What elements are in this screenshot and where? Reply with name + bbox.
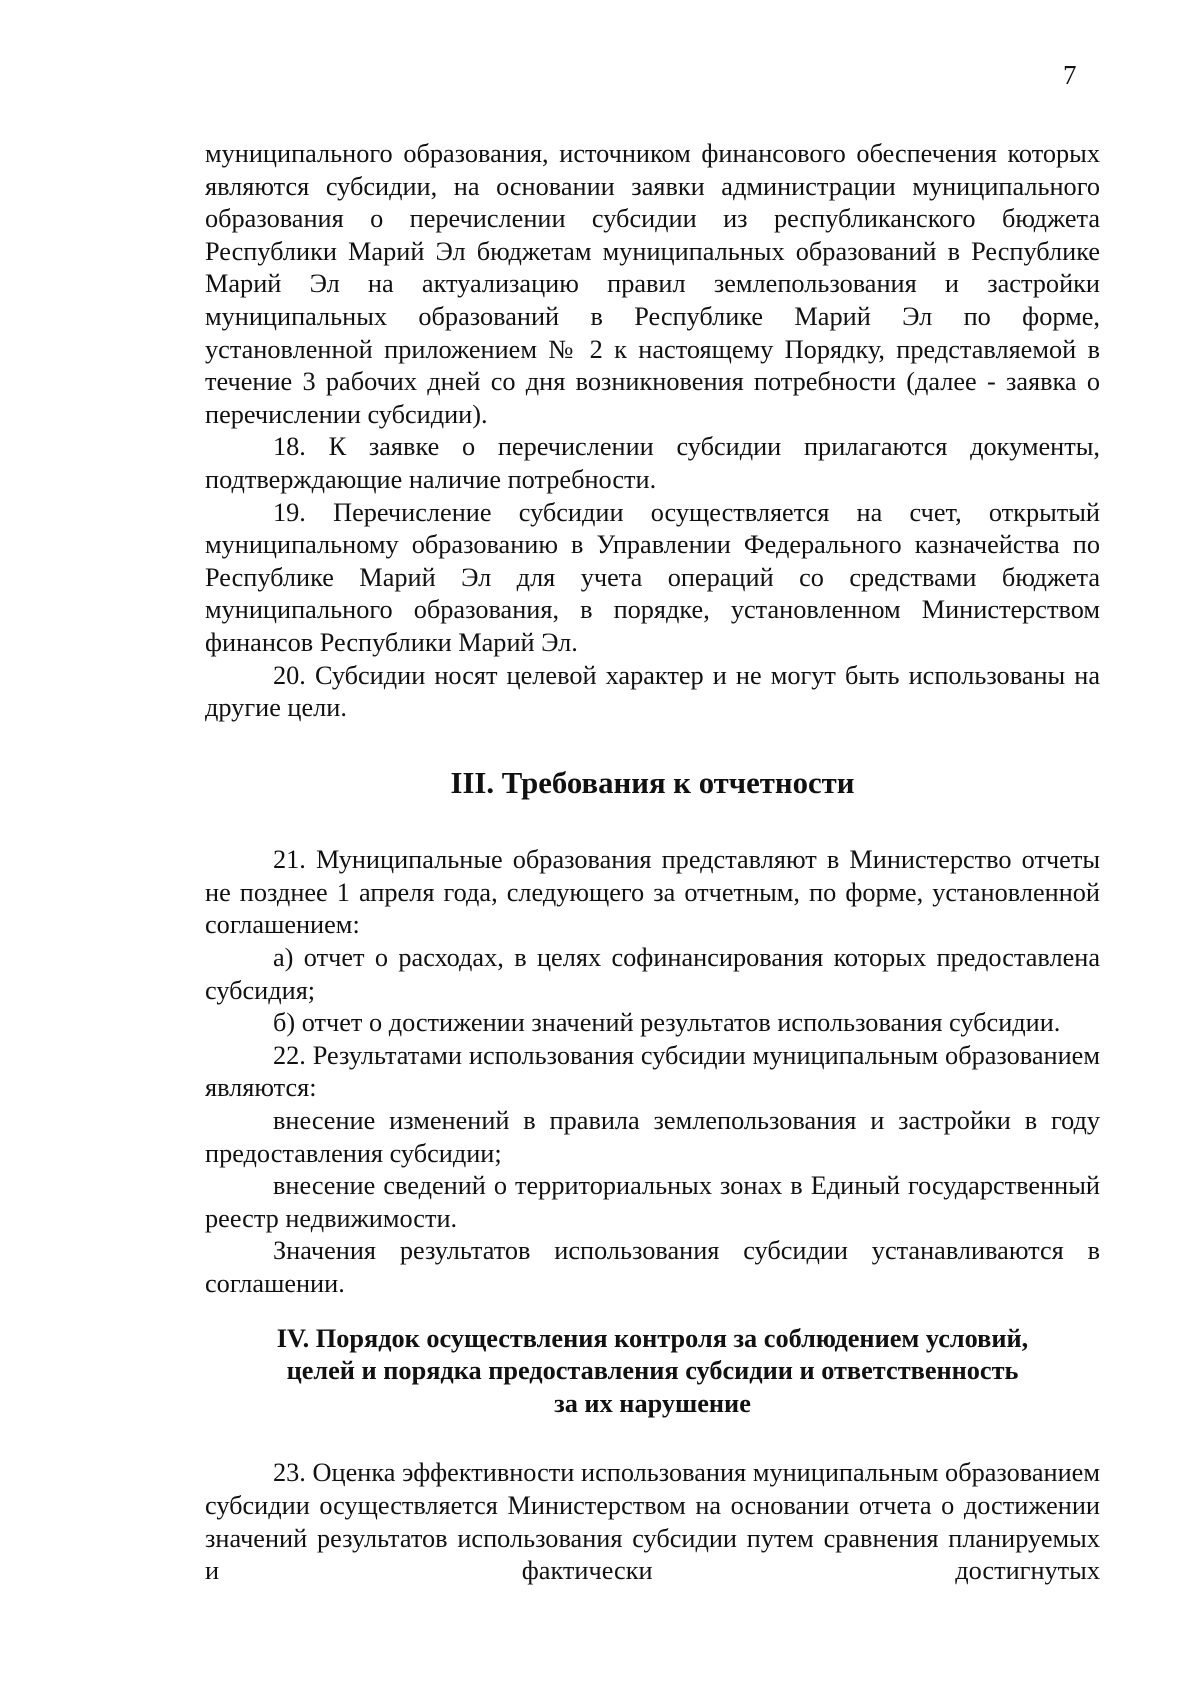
paragraph-19: 19. Перечисление субсидии осуществляется на счет, открытый муниципальному образованию в Управлении Федерального казначейства по Республике Марий Эл для учета операций со средствами бюджета муниципального образования, в порядке, установленном Министерством финансов Республики Марий Эл. xyxy=(205,497,1100,657)
paragraph-23: 23. Оценка эффективности использования муниципальным образованием субсидии осуществляется Министерством на основании отчета о достижении значений результатов использования субсидии путем сравнения планируемых и фактически достигнутых xyxy=(205,1458,1100,1586)
section-4-heading-line: целей и порядка предоставления субсидии и ответственность xyxy=(286,1356,1019,1386)
paragraph-21b: б) отчет о достижении значений результатов использования субсидии. xyxy=(273,1008,1061,1038)
paragraph-21a: а) отчет о расходах, в целях софинансирования которых предоставлена субсидия; xyxy=(205,943,1100,1005)
paragraph-22-item-2: внесение сведений о территориальных зонах в Единый государственный реестр недвижимости. xyxy=(205,1171,1100,1233)
page-number: 7 xyxy=(1063,60,1077,90)
paragraph-22: 22. Результатами использования субсидии муниципальным образованием являются: xyxy=(205,1040,1100,1103)
section-4-heading-line: IV. Порядок осуществления контроля за соблюдением условий, xyxy=(276,1323,1029,1353)
section-3-heading: III. Требования к отчетности xyxy=(450,765,855,800)
paragraph-continuation: муниципального образования, источником финансового обеспечения которых являются субсидии, на основании заявки администрации муниципального образования о перечислении субсидии из республиканского бюджета Республики Марий Эл бюджетам муниципальных образований в Республике Марий Эл на актуализацию правил землепользования и застройки муниципальных образований в Республике Марий Эл по форме, установленной приложением № 2 к настоящему Порядку, представляемой в течение 3 рабочих дней со дня возникновения потребности (далее - заявка о перечислении субсидии). xyxy=(205,139,1100,429)
paragraph-18: 18. К заявке о перечислении субсидии прилагаются документы, подтверждающие наличие потребности. xyxy=(205,432,1100,494)
paragraph-22-values: Значения результатов использования субсидии устанавливаются в соглашении. xyxy=(205,1236,1100,1298)
paragraph-21: 21. Муниципальные образования представляют в Министерство отчеты не позднее 1 апреля года, следующего за отчетным, по форме, установленной соглашением: xyxy=(205,845,1100,940)
paragraph-20: 20. Субсидии носят целевой характер и не могут быть использованы на другие цели. xyxy=(205,660,1100,723)
section-4-heading xyxy=(205,1323,1100,1421)
paragraph-22-item-1: внесение изменений в правила землепользования и застройки в году предоставления субсидии; xyxy=(205,1106,1100,1168)
document-body xyxy=(205,138,1100,1588)
section-4-heading-line: за их нарушение xyxy=(554,1388,751,1418)
